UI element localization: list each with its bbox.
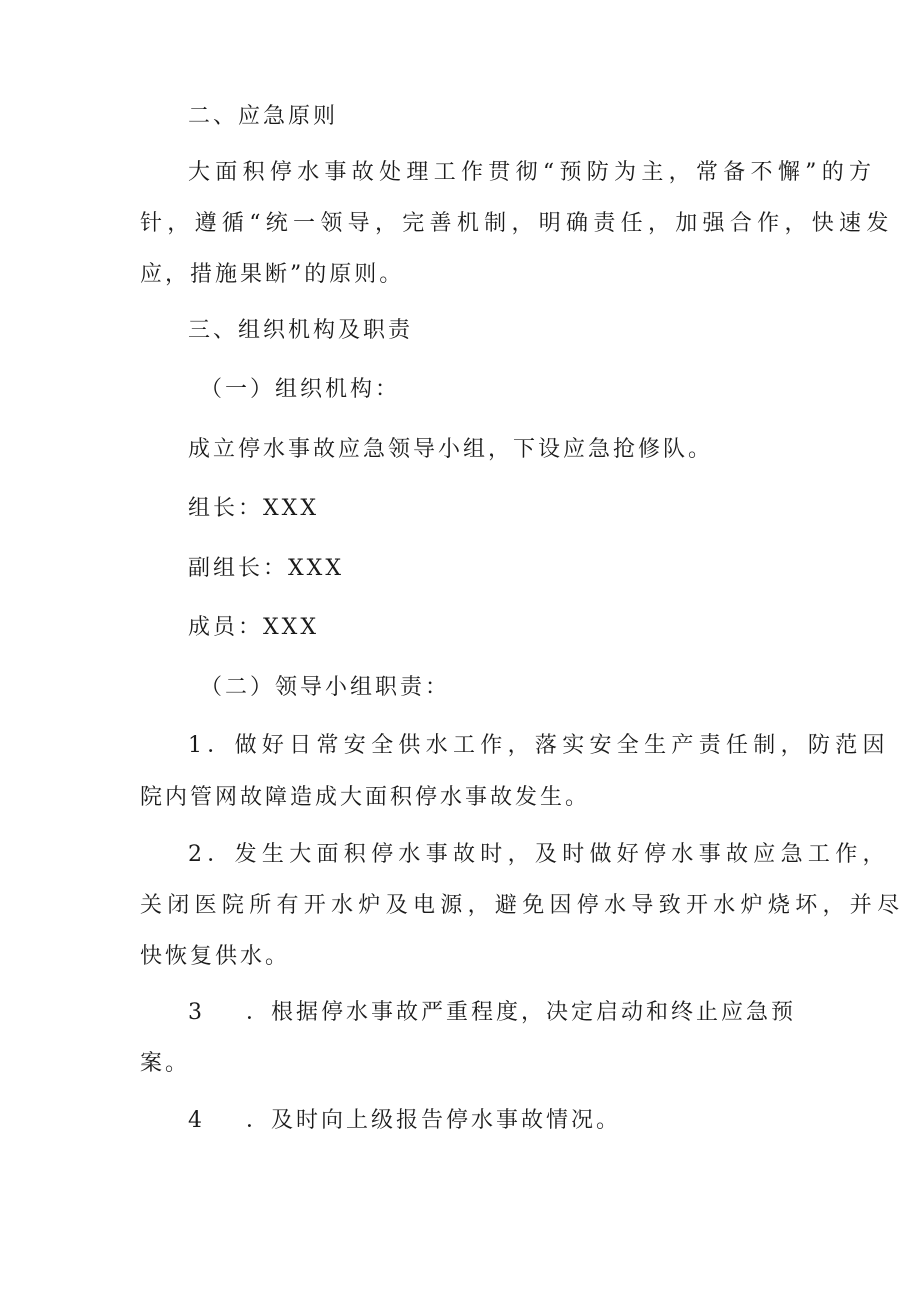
duty-2-line-1: 2．发生大面积停水事故时，及时做好停水事故应急工作， <box>188 842 890 867</box>
org-subheading-2: （二）领导小组职责： <box>200 675 451 700</box>
duty-3-line-2: 案。 <box>140 1051 191 1076</box>
vice-leader-line: 副组长：XXX <box>188 556 344 581</box>
duty-4-text: ．及时向上级报告停水事故情况。 <box>246 1108 622 1133</box>
duty-3-line-1 <box>188 998 796 1028</box>
duty-1-line-2: 院内管网故障造成大面积停水事故发生。 <box>140 785 591 810</box>
duty-4-number: 4 <box>188 1108 205 1133</box>
duty-3-number: 3 <box>188 1000 205 1025</box>
principles-body-line-2: 针，遵循“统一领导，完善机制，明确责任，加强合作，快速发 <box>140 211 894 236</box>
duty-3-text: ．根据停水事故严重程度，决定启动和终止应急预 <box>246 1000 797 1025</box>
duty-2-line-2: 关闭医院所有开水炉及电源，避免因停水导致开水炉烧坏，并尽 <box>140 893 905 918</box>
org-text: 成立停水事故应急领导小组，下设应急抢修队。 <box>188 437 714 462</box>
principles-body-line-3: 应，措施果断”的原则。 <box>140 262 405 287</box>
members-line: 成员：XXX <box>188 615 319 640</box>
principles-body-line-1: 大面积停水事故处理工作贯彻“预防为主，常备不懈”的方 <box>188 160 877 185</box>
org-subheading-1: （一）组织机构： <box>200 377 401 402</box>
principles-heading: 二、应急原则 <box>188 104 339 129</box>
leader-line: 组长：XXX <box>188 496 319 521</box>
duty-2-line-3: 快恢复供水。 <box>140 944 291 969</box>
duty-4-line <box>188 1106 621 1136</box>
duty-1-line-1: 1．做好日常安全供水工作，落实安全生产责任制，防范因 <box>188 733 890 758</box>
org-heading: 三、组织机构及职责 <box>188 318 414 343</box>
